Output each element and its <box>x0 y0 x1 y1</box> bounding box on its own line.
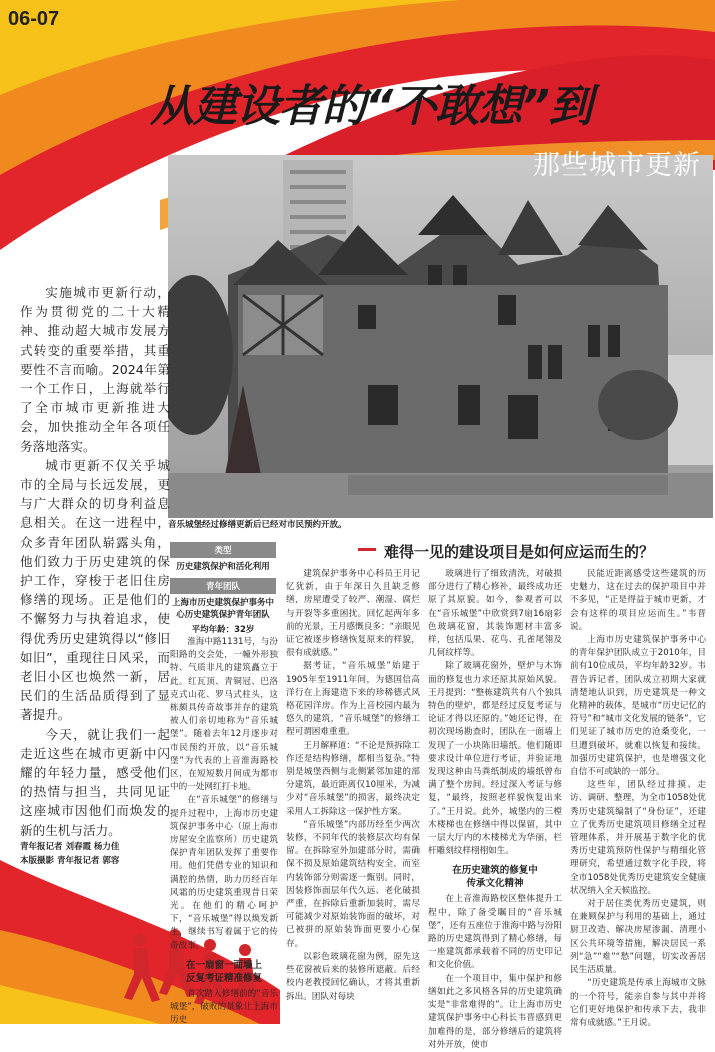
article-column-3 <box>428 568 562 1052</box>
subheadline: 那些城市更新 <box>533 150 701 181</box>
byline-reporters: 青年报记者 刘春霞 杨力佳 <box>20 841 120 852</box>
average-age: 平均年龄：32岁 <box>191 625 255 635</box>
type-label: 类型 <box>170 542 276 558</box>
headline: 从建设者的“不敢想”到 <box>150 81 592 132</box>
info-box <box>170 540 276 639</box>
paragraph: 对于居住类优秀历史建筑，则在兼顾保护与利用的基础上，通过厨卫改造、解决房屋渗漏、清理小区公共环境等措施，解决居民一系列“急”“难”“愁”问题，切实改善居民生活质量。 <box>570 899 706 976</box>
section-title: 难得一见的建设项目是如何应运而生的？ <box>384 543 655 561</box>
photo-caption: 音乐城堡经过修缮更新后已经对市民预约开放。 <box>168 520 347 530</box>
subheading: 在历史建筑的修复中 传承文化精神 <box>452 865 538 890</box>
paragraph: 在上音淮海路校区整体提升工程中，除了备受瞩目的“音乐城堡”，还有五座位于淮海中路与汾阳路的历史建筑得到了精心修缮，每一座建筑都承载着不同的历史印记和文化价值。 <box>428 894 562 971</box>
paragraph: 淮海中路1131号，与汾阳路的交会处，一幢外形独特、气质非凡的建筑矗立于此。红瓦顶、青铜冠、巴洛克式山花、罗马式柱头，这栋颇具传奇故事并存的建筑被人们亲切地称为“音乐城堡”。随着去年12月逐步对市民预约开放，以“音乐城堡”为代表的上音淮海路校区，在短短数月间成为都市中的一处网红打卡地。 <box>170 637 278 793</box>
paragraph: 以彩色玻璃花窗为例，原先这些花窗被后来的装修所遮蔽。后经校内老教授回忆确认，才将其重新拆出。团队对每块 <box>286 951 420 1002</box>
team-value: 上海市历史建筑保护事务中心历史建筑保护青年团队 <box>171 598 274 620</box>
paragraph: 上海市历史建筑保护事务中心的青年保护团队成立于2010年，目前有10位成员，平均年龄32岁。韦晋告诉记者，团队成立初期大家就清楚地认识到，历史建筑是一种文化精神的载体，是城市“历史记忆的符号”和“城市文化发展的链条”，它们见证了城市历史的沧桑变化，一旦遭到破坏，就难以恢复和接续。加强历史建筑保护，也是增强文化自信不可或缺的一部分。 <box>570 635 706 778</box>
intro-paragraph: 今天，就让我们一起走近这些在城市更新中闪耀的年轻力量，感受他们的热情与担当，共同见证这座城市因他们而焕发的新的生机与活力。 <box>20 726 170 838</box>
paragraph: 玻璃进行了细致清洗，对破损部分进行了精心修补，最终成功还原了其原貌。如今，参观者可以在“音乐城堡”中欣赏到7扇16扇彩色玻璃花窗，其装饰题材丰富多样，包括瓜果、花鸟、孔雀尾翎及几何纹样等。 <box>428 569 562 659</box>
article-column-2 <box>286 568 420 1004</box>
paragraph: “音乐城堡”内部历经至少两次装修，不同年代的装修层次均有保留。在拆除室外加建部分时，需确保不损及原始建筑结构安全，而室内装饰部分则需逐一甄别。同时，因装修饰面层年代久远、老化破损严重，在拆除后重新加装时，需尽可能减少对原始装饰面的破坏，对已被拼的原始装饰面更要小心保存。 <box>286 819 420 949</box>
paragraph: 王月解释道：“不论是预拆除工作还是结构修缮，都相当复杂。”特别是城堡西侧与北侧紧邻加建的部分建筑，最近距离仅10厘米，为减少对“音乐城堡”的损害，最终决定采用人工拆除这一保护性方案。 <box>286 740 420 817</box>
paragraph: 这些年，团队经过排摸、走访、调研、整理，为全市1058处优秀历史建筑编制了“身份证”，还建立了优秀历史建筑项目修缮全过程管理体系，并开展基于数字化的优秀历史建筑预防性保护与精细化管理研究，希望通过数字化手段，将全市1058处优秀历史建筑安全健康状况纳入全天候监控。 <box>570 780 706 896</box>
byline-photographer: 本版摄影 青年报记者 郭容 <box>20 855 120 866</box>
type-value: 历史建筑保护和活化利用 <box>176 562 270 572</box>
page-number: 06-07 <box>8 8 60 30</box>
team-label: 青年团队 <box>170 578 276 594</box>
paragraph: “历史建筑是传承上海城市文脉的一个符号，能亲自参与其中并将它们更好地保护和传承下去，我非常有成就感。”王月说。 <box>570 978 706 1028</box>
paragraph: 据考证，“音乐城堡”始建于1905年至1911年间，为德国信高洋行在上海建造下来的珍稀德式风格花园洋房。作为上音校园内最为悠久的建筑，“音乐城堡”的修缮工程可谓困难重重。 <box>286 661 420 738</box>
paragraph: 在“音乐城堡”的修缮与提升过程中，上海市历史建筑保护事务中心（原上海市房屋安全监察所）历史建筑保护青年团队发挥了重要作用。他们凭借专业的知识和满腔的热情，助力历经百年风霜的历史建筑重现昔日荣光。在他们的精心呵护下，“音乐城堡”得以焕发新生，继续书写着属于它的传奇故事。 <box>170 795 278 951</box>
paragraph: 首次踏入修缮前的“音乐城堡”，破败的景象让上海市历史 <box>170 988 278 1026</box>
main-photo <box>168 155 713 518</box>
paragraph: 民能近距离感受这些建筑的历史魅力，这在过去的保护项目中并不多见，“正是得益于城市更新，才会有这样的项目应运而生。”韦晋说。 <box>570 569 706 632</box>
section-marker <box>358 548 376 551</box>
intro-paragraph: 城市更新不仅关乎城市的全局与长远发展，更与广大群众的切身利益息息相关。在这一进程中，众多青年团队崭露头角，他们致力于历史建筑的保护工作，穿梭于老旧住房修缮的现场。正是他们的不懈努力与执着追求，使得优秀历史建筑得以“修旧如旧”，重现往日风采，而老旧小区也焕然一新，居民们的生活品质得到了显著提升。 <box>20 457 170 723</box>
article-column-1 <box>170 636 278 1027</box>
paragraph: 建筑保护事务中心科员王月记忆犹新，由于年深日久且缺乏修缮，房屋遭受了较严、潮湿、腐烂与开裂等多重困扰。回忆起两年多前的光景，王月感慨良多：“亲眼见证它被逐步修缮恢复原来的样貌，很有成就感。” <box>286 569 420 659</box>
subheading: 在一扇窗一面墙上 反复考证精准修复 <box>185 959 262 984</box>
paragraph: 在一个项目中，集中保护和修缮如此之多风格各异的历史建筑确实是“非常难得的”。让上海市历史建筑保护事务中心科长韦晋感到更加难得的是，部分修缮后的建筑将对外开放，使市 <box>428 973 562 1050</box>
intro-paragraph: 实施城市更新行动，作为贯彻党的二十大精神、推动超大城市发展方式转变的重要举措，其重要性不言而喻。2024年第一个工作日，上海就举行了全市城市更新推进大会，加快推动全年各项任务落地落实。 <box>20 285 170 454</box>
paragraph: 除了玻璃花窗外，壁炉与木饰面的修复也力求还原其原始风貌。王月提到：“整栋建筑共有八个独具特色的壁炉，都是经过反复考证与论证才得以还原的。”她还记得，在初次现场勘查时，团队在一面墙上发现了一小块陈旧墙纸。他们随即要求设计单位进行考证，并验证地发现这种由马粪纸制成的墙纸曾布满了整个房间。经过深入考证与修复，“最终，按照老样貌恢复出来了。”王月说。此外，城堡内的三樘木楼梯也在修缮中得以保留，其中一层大厅内的木楼梯尤为华丽，栏杆雕刻纹样栩栩如生。 <box>428 661 562 857</box>
article-column-4 <box>570 568 706 1030</box>
intro-text <box>20 283 170 868</box>
